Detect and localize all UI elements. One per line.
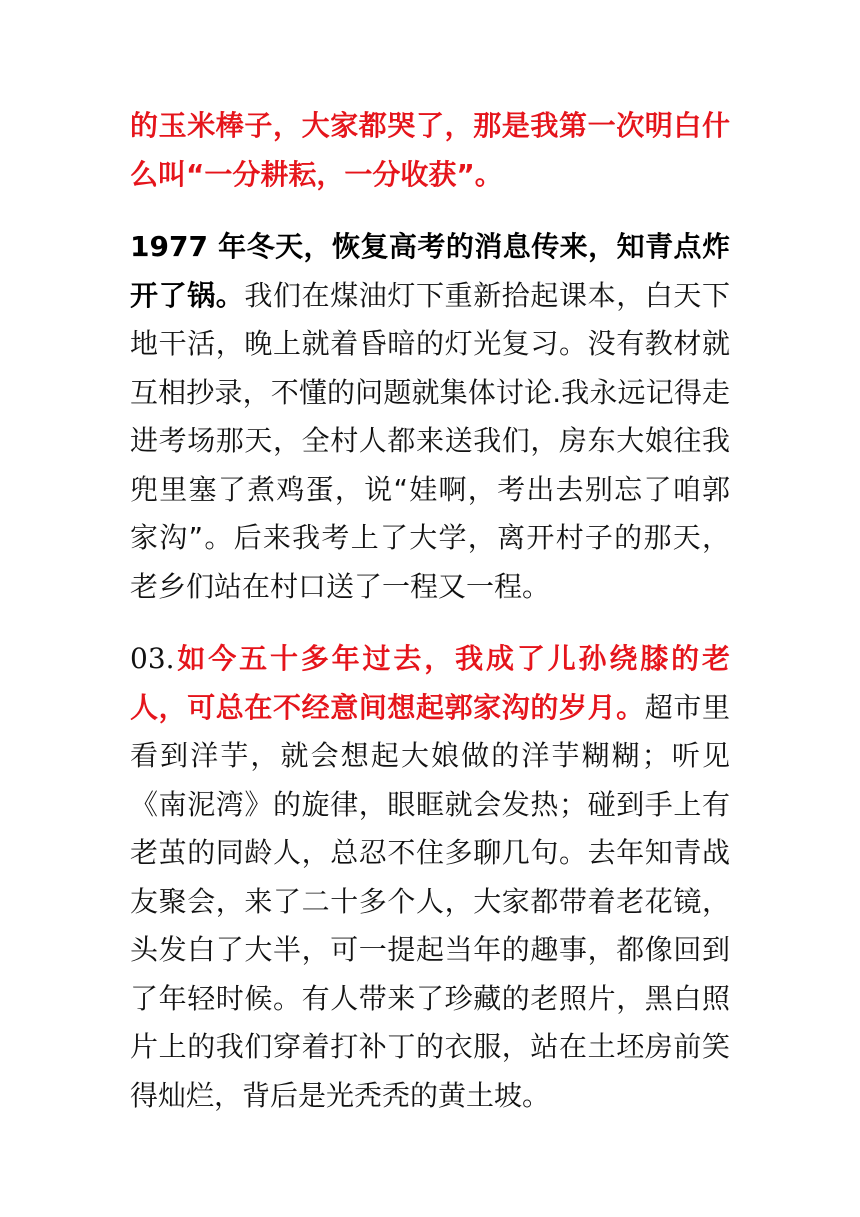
- section-number: 03.: [130, 642, 175, 675]
- paragraph-2-body: 我们在煤油灯下重新拾起课本，白天下地干活，晚上就着昏暗的灯光复习。没有教材就互相抄录，不懂的问题就集体讨论.我永远记得走进考场那天，全村人都来送我们，房东大娘往我兜里塞了煮鸡蛋，说“娃啊，考出去别忘了咱郭家沟”。后来我考上了大学，离开村子的那天，老乡们站在村口送了一程又一程。: [130, 278, 730, 603]
- paragraph-2: [130, 223, 730, 611]
- paragraph-3-lead: 如今五十多年过去，我成了儿孙绕膝的老人，可总在不经意间想起郭家沟的岁月。: [130, 642, 730, 724]
- document-page: [130, 102, 730, 1120]
- paragraph-1-highlight: 的玉米棒子，大家都哭了，那是我第一次明白什么叫“一分耕耘，一分收获”。: [130, 109, 730, 191]
- paragraph-3: [130, 635, 730, 1120]
- paragraph-1: [130, 102, 730, 199]
- paragraph-3-body: 超市里看到洋芋，就会想起大娘做的洋芋糊糊；听见《南泥湾》的旋律，眼眶就会发热；碰到手上有老茧的同龄人，总忍不住多聊几句。去年知青战友聚会，来了二十多个人，大家都带着老花镜，头发白了大半，可一提起当年的趣事，都像回到了年轻时候。有人带来了珍藏的老照片，黑白照片上的我们穿着打补丁的衣服，站在土坯房前笑得灿烂，背后是光秃秃的黄土坡。: [130, 690, 730, 1112]
- paragraph-2-lead: 1977 年冬天，恢复高考的消息传来，知青点炸开了锅。: [130, 230, 730, 312]
